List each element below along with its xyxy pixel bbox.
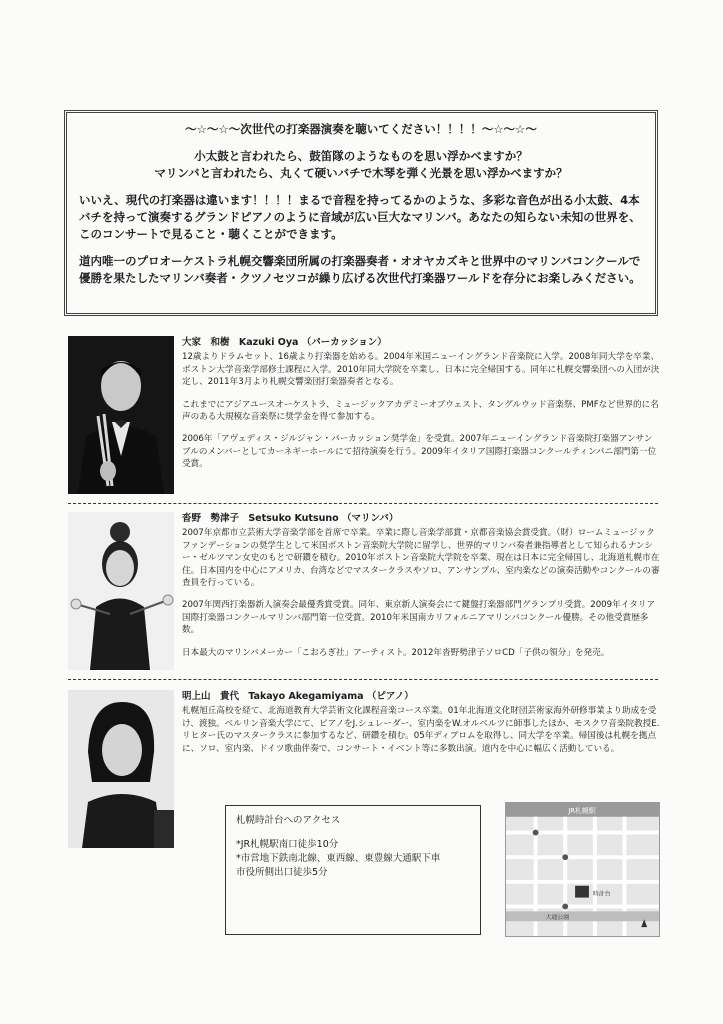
access-line: *JR札幌駅南口徒歩10分 (236, 839, 339, 850)
profile-name-en: Setsuko Kutsuno (248, 513, 339, 524)
profile-name-ja: 沓野 勢津子 (182, 513, 240, 524)
access-line: *市営地下鉄南北線、東西線、東豊線大通駅下車 (236, 853, 441, 864)
profile-paragraph: 日本最大のマリンバメーカー「こおろぎ社」アーティスト。2012年沓野勢津子ソロCD「子供の領分」を発売。 (182, 647, 610, 658)
profile-paragraph: これまでにアジアユースオーケストラ、ミュージックアカデミーオブウェスト、タングルウッド音楽祭、PMFなど世界的に名声のある大規模な音楽祭に奨学金を得て参加する。 (182, 399, 659, 423)
access-line: 市役所側出口徒歩5分 (236, 867, 328, 878)
photo-kazuki-oya (68, 336, 174, 494)
intro-box (64, 110, 658, 316)
profile-role: （ピアノ） (366, 691, 414, 702)
intro-heading: ～☆～☆～次世代の打楽器演奏を聴いてください！！！！～☆～☆～ (185, 122, 537, 136)
map-station-label: JR札幌駅 (568, 806, 596, 815)
intro-paragraph-1: いいえ、現代の打楽器は違います！！！！まるで音程を持ってるかのような、多彩な音色が出る小太鼓、4本バチを持って演奏するグランドピアノのように音域が広い巨大なマリンバ。あなたの知らない未知の世界を、このコンサートで見ること・聴くことができます。 (79, 193, 641, 241)
divider (68, 503, 658, 504)
intro-paragraph-2: 道内唯一のプロオーケストラ札幌交響楽団所属の打楽器奏者・オオヤカズキと世界中のマリンバコンクールで優勝を果たしたマリンバ奏者・クツノセツコが繰り広げる次世代打楽器ワールドを存分にお楽しみください。 (79, 254, 641, 285)
intro-question-2: マリンバと言われたら、丸くて硬いバチで木琴を弾く光景を思い浮かべますか？ (154, 166, 568, 180)
access-title: 札幌時計台へのアクセス (236, 815, 341, 826)
profile-name-ja: 明上山 貴代 (182, 691, 240, 702)
profile-name-ja: 大家 和樹 (182, 337, 230, 348)
map-dest-label: 時計台 (592, 891, 611, 898)
profile-name-en: Kazuki Oya (238, 337, 299, 348)
profile-paragraph: 札幌旭丘高校を経て、北海道教育大学芸術文化課程音楽コース卒業。01年北海道文化財団芸術家海外研修事業より助成を受け、渡独。ベルリン音楽大学にて、ピアノをJ.シュレーダー、室内楽をW.オルベルツに師事したほか、モスクワ音楽院教授E.リヒター氏のマスタークラスに参加するなど、研鑽を積む。05年ディプロムを取得し、同大学を卒業。帰国後は札幌を拠点に、ソロ、室内楽、ドイツ歌曲伴奏で、コンサート・イベント等に多数出演。道内を中心に幅広く活動している。 (182, 706, 660, 754)
access-map (505, 802, 660, 937)
profile-name-en: Takayo Akegamiyama (248, 691, 364, 702)
access-box (225, 805, 481, 935)
profile-setsuko-kutsuno (182, 513, 660, 659)
map-street-label: 大通公園 (545, 915, 570, 922)
profile-paragraph: 12歳よりドラムセット、16歳より打楽器を始める。2004年米国ニューイングランド音楽院に入学。2008年同大学を卒業、ボストン大学音楽学部修士課程に入学。2010年同大学院を卒業し、日本に完全帰国する。同年に札幌交響楽団への入団が決定し、2011年3月より札幌交響楽団打楽器奏者となる。 (182, 352, 660, 388)
photo-takayo-akegamiyama (68, 690, 174, 848)
divider (68, 679, 658, 680)
profile-paragraph: 2007年京都市立芸術大学音楽学部を首席で卒業。卒業に際し音楽学部賞・京都音楽協会賞受賞。（財）ロームミュージックファンデーションの奨学生として米国ボストン音楽院大学院に留学し、世界的マリンバ奏者兼指導者として知られるナンシー・ゼルツマン女史のもとで研鑽を積む。2010年ボストン音楽院大学院を卒業、現在は日本に完全帰国し、北海道札幌市在住。日本国内を中心にアメリカ、台湾などでマスタークラスやソロ、アンサンブル、室内楽などの演奏活動やコンクールの審査員を行っている。 (182, 528, 660, 589)
photo-setsuko-kutsuno (68, 512, 174, 670)
profile-takayo-akegamiyama (182, 691, 660, 755)
profile-role: （マリンバ） (342, 513, 399, 524)
profile-paragraph: 2007年関西打楽器新人演奏会最優秀賞受賞。同年、東京新人演奏会にて鍵盤打楽器部門グランプリ受賞。2009年イタリア国際打楽器コンクールマリンバ部門第一位受賞。2010年米国南カリフォルニアマリンバコンクール優勝。その他受賞歴多数。 (182, 600, 656, 636)
profile-role: （パーカッション） (301, 337, 387, 348)
intro-question-1: 小太鼓と言われたら、鼓笛隊のようなものを思い浮かべますか？ (194, 149, 528, 163)
profile-paragraph: 2006年「アヴェディス・ジルジャン・パーカッション奨学金」を受賞。2007年ニューイングランド音楽院打楽器アンサンブルのメンバーとしてカーネギーホールにて招待演奏を行う。2009年イタリア国際打楽器コンクールティンパニ部門第一位受賞。 (182, 434, 657, 470)
profile-kazuki-oya (182, 337, 660, 471)
